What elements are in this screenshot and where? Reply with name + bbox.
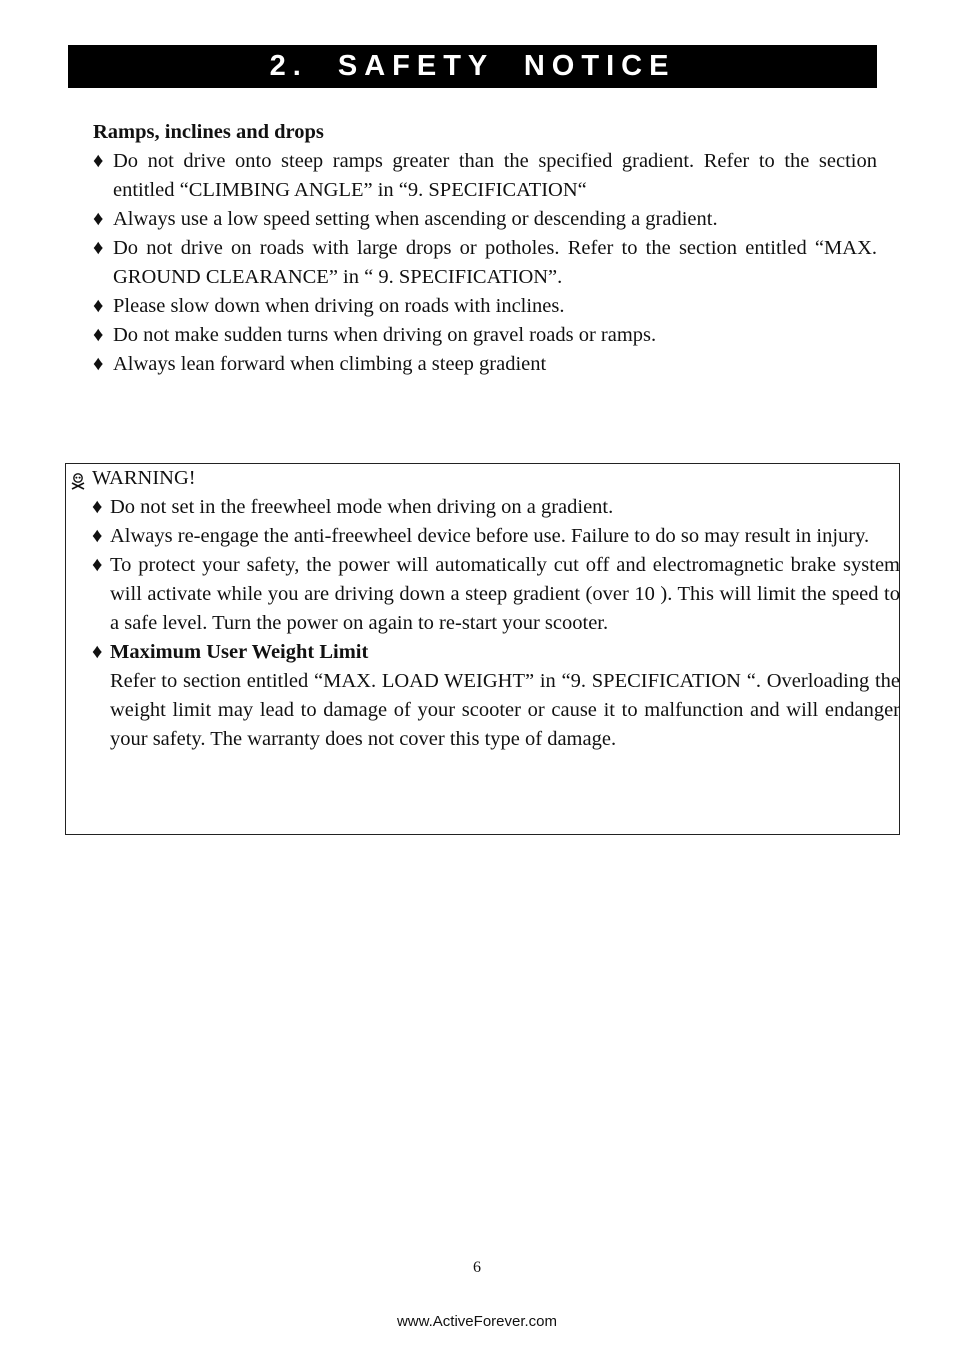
list-item: ♦ Do not set in the freewheel mode when driving on a gradient.: [92, 493, 900, 522]
footer-url: www.ActiveForever.com: [396, 1313, 558, 1330]
list-item: ♦ Always use a low speed setting when ascending or descending a gradient.: [93, 205, 877, 234]
diamond-bullet-icon: ♦: [93, 324, 104, 346]
skull-crossbones-icon: [69, 470, 87, 488]
section-title-bar: [68, 45, 877, 88]
list-item: ♦ Always lean forward when climbing a steep gradient: [93, 350, 877, 379]
warning-heading: WARNING!: [92, 467, 196, 489]
list-item: ♦ Do not drive onto steep ramps greater than the specified gradient. Refer to the section entitled “CLIMBING ANGLE” in “9. SPECIFICATION“: [93, 147, 877, 205]
diamond-bullet-icon: ♦: [93, 150, 104, 172]
list-item: ♦ To protect your safety, the power will automatically cut off and electromagnetic brake system will activate while you are driving down a steep gradient (over 10 ). This will limit the speed to a safe level. Turn the power on again to re-start your scooter.: [92, 551, 900, 638]
ramps-heading: Ramps, inclines and drops: [93, 121, 324, 143]
list-item: ♦ Do not drive on roads with large drops or potholes. Refer to the section entitled “MAX. GROUND CLEARANCE” in “ 9. SPECIFICATION”.: [93, 234, 877, 292]
diamond-bullet-icon: ♦: [93, 208, 104, 230]
diamond-bullet-icon: ♦: [92, 641, 103, 663]
diamond-bullet-icon: ♦: [93, 237, 104, 259]
list-item: ♦ Please slow down when driving on roads with inclines.: [93, 292, 877, 321]
diamond-bullet-icon: ♦: [92, 525, 103, 547]
page-number: 6: [473, 1259, 481, 1276]
warning-list: [92, 493, 900, 754]
list-item: ♦ Always re-engage the anti-freewheel device before use. Failure to do so may result in injury.: [92, 522, 900, 551]
weight-limit-heading: Maximum User Weight Limit: [110, 641, 369, 663]
diamond-bullet-icon: ♦: [92, 554, 103, 576]
diamond-bullet-icon: ♦: [93, 295, 104, 317]
warning-box: [65, 463, 900, 835]
diamond-bullet-icon: ♦: [92, 496, 103, 518]
warning-heading-row: [69, 464, 196, 493]
ramps-section: [93, 118, 877, 379]
weight-limit-text: Refer to section entitled “MAX. LOAD WEIGHT” in “9. SPECIFICATION “. Overloading the weight limit may lead to damage of your scooter or cause it to malfunction and will endanger your safety. The warranty does not cover this type of damage.: [110, 670, 900, 750]
list-item: [92, 638, 900, 667]
diamond-bullet-icon: ♦: [93, 353, 104, 375]
list-item: ♦ Do not make sudden turns when driving on gravel roads or ramps.: [93, 321, 877, 350]
section-title: 2. SAFETY NOTICE: [269, 50, 676, 82]
